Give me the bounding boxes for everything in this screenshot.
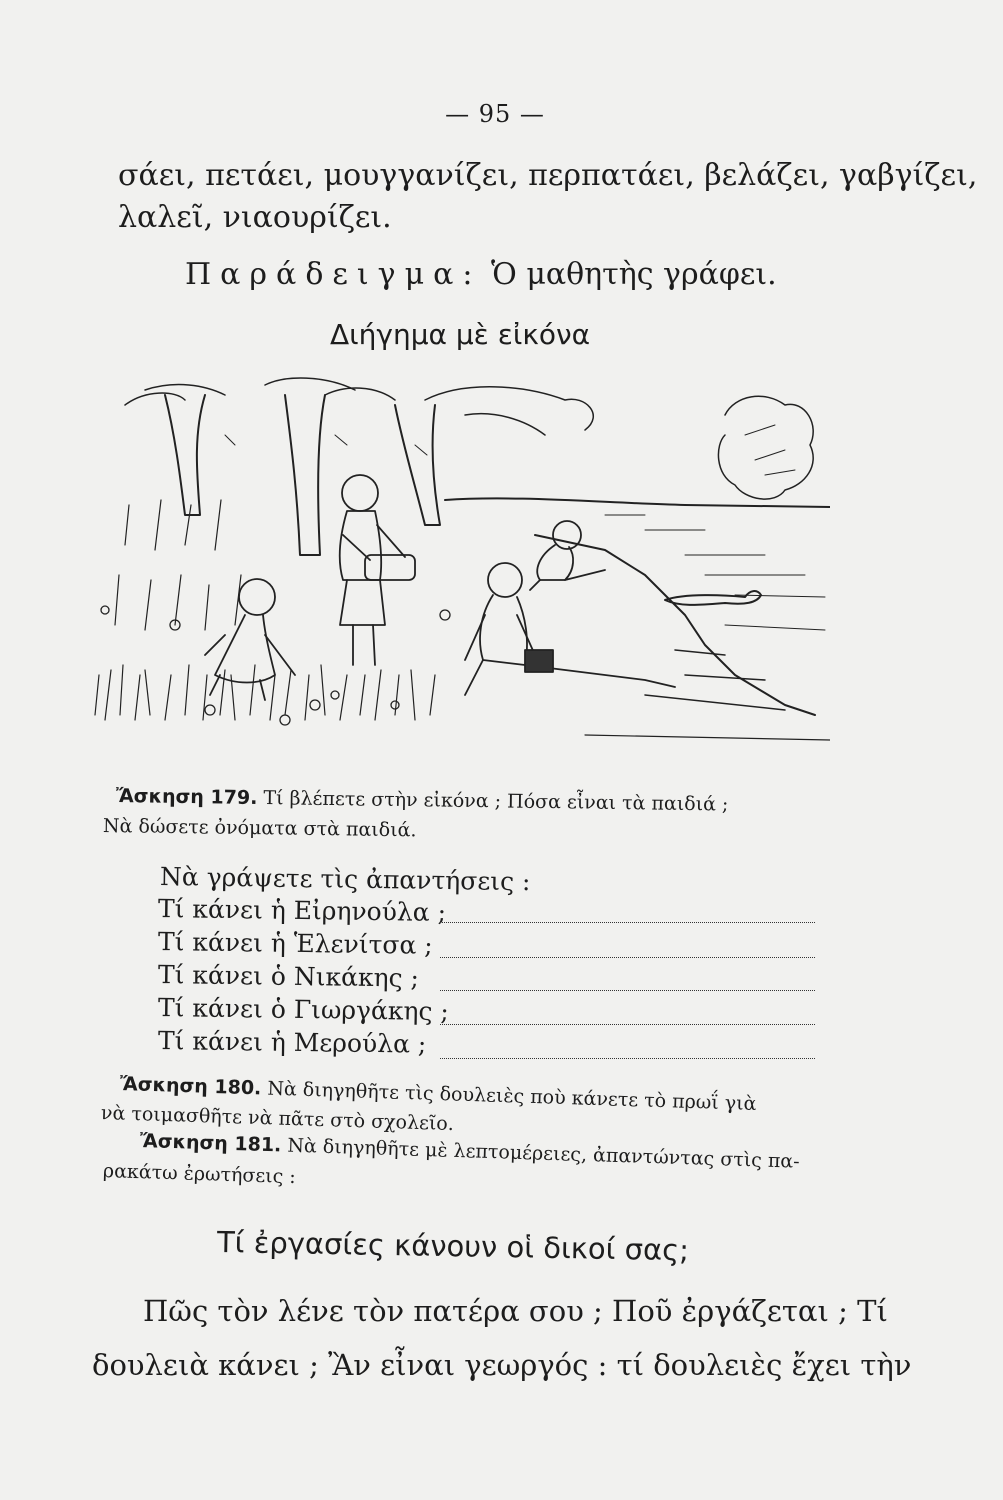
exercise-179-text-a: Τί βλέπετε στὴν εἰκόνα ; Πόσα εἶναι τὰ παιδιά ;	[263, 787, 729, 816]
question-row: Τί κάνει ἡ Μερούλα ;	[157, 1026, 427, 1059]
question-row: Τί κάνει ἡ Εἰρηνούλα ;	[157, 894, 447, 928]
section-heading-2: Τί ἐργασίες κάνουν οἱ δικοί σας;	[216, 1225, 690, 1268]
body-line-4: δουλειὰ κάνει ; Ἂν εἶναι γεωργός : τί δουλειὲς ἔχει τὴν	[92, 1348, 912, 1382]
exercise-179-line-2: Νὰ δώσετε ὀνόματα στὰ παιδιά.	[102, 815, 417, 842]
answer-line[interactable]	[440, 1058, 815, 1059]
exercise-181-text-a: Νὰ διηγηθῆτε μὲ λεπτομέρειες, ἀπαντώντας στὶς πα-	[287, 1134, 800, 1173]
question-row: Τί κάνει ὁ Γιωργάκης ;	[157, 993, 450, 1027]
write-answers-instruction: Νὰ γράψετε τὶς ἀπαντήσεις :	[159, 862, 531, 897]
example-text: Ὁ μαθητὴς γράφει.	[491, 257, 777, 292]
example-line	[185, 257, 777, 292]
page-number: — 95 —	[445, 100, 545, 128]
section-title: Διήγημα μὲ εἰκόνα	[330, 318, 591, 351]
exercise-180-head: Ἄσκηση 180.	[119, 1073, 262, 1100]
exercise-179-line-1	[116, 785, 729, 816]
body-line-2: λαλεῖ, νιαουρίζει.	[118, 200, 392, 235]
body-line-3: Πῶς τὸν λένε τὸν πατέρα σου ; Ποῦ ἐργάζεται ; Τί	[143, 1294, 888, 1328]
answer-line[interactable]	[440, 990, 815, 991]
example-label: Παράδειγμα:	[185, 257, 482, 292]
answer-line[interactable]	[440, 957, 815, 958]
question-row: Τί κάνει ἡ Ἑλενίτσα ;	[157, 927, 433, 960]
answer-line[interactable]	[440, 1024, 815, 1025]
answer-line[interactable]	[440, 922, 815, 923]
body-line-1: σάει, πετάει, μουγγανίζει, περπατάει, βελάζει, γαβγίζει,	[118, 158, 978, 193]
exercise-180-line-2: νὰ τοιμασθῆτε νὰ πᾶτε στὸ σχολεῖο.	[100, 1102, 455, 1136]
exercise-179-head: Ἄσκηση 179.	[115, 785, 258, 809]
exercise-181-line-2: ρακάτω ἐρωτήσεις :	[102, 1160, 297, 1189]
exercise-181-head: Ἄσκηση 181.	[139, 1130, 282, 1157]
exercise-180-text-a: Νὰ διηγηθῆτε τὶς δουλειὲς ποὺ κάνετε τὸ πρωΐ γιὰ	[267, 1077, 757, 1115]
question-row: Τί κάνει ὁ Νικάκης ;	[157, 960, 420, 993]
illustration-children-by-river	[85, 375, 830, 780]
